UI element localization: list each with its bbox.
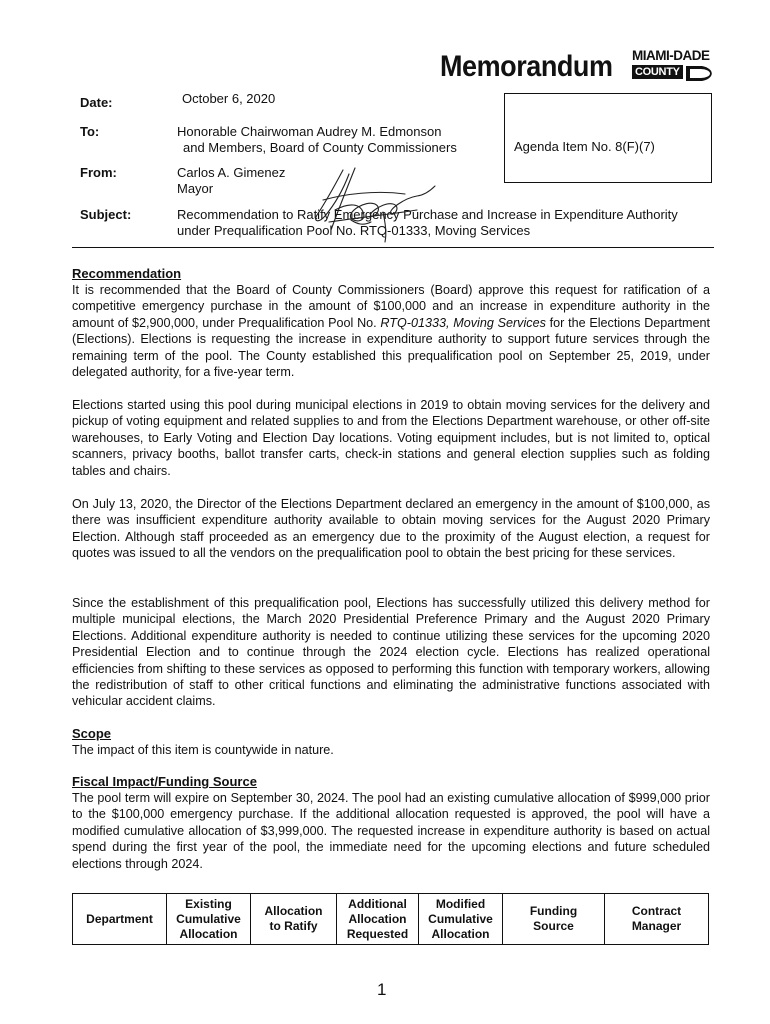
table-header-line: Department [86, 911, 153, 926]
recommendation-paragraph-3: On July 13, 2020, the Director of the Elections Department declared an emergency in the amount of $100,000, as there was insufficient expenditure authority available to obtain moving services for the August 2020 Primary Election. Although staff proceeded as an emergency due to the proximity of the August election, a request for quotes was issued to all the vendors on the prequalification pool to obtain the best pricing for these services. [72, 497, 710, 561]
table-header-cell [337, 894, 419, 945]
table-header-line: Allocation [431, 926, 490, 941]
memorandum-title: Memorandum [440, 50, 613, 83]
recommendation-paragraph-1 [72, 282, 710, 380]
table-header-line: Existing [185, 896, 232, 911]
table-header-cell [167, 894, 251, 945]
recommendation-paragraph-4: Since the establishment of this prequalification pool, Elections has successfully utilized this delivery method for multiple municipal elections, the March 2020 Presidential Preference Primary and the August 2020 Primary Elections. Additional expenditure authority is needed to continue utilizing these services for the upcoming 2020 Presidential Election and to continue through the 2024 election cycle. Elections has realized operational efficiencies from shifting to these services as opposed to performing this function with temporary workers, allowing the redistribution of staff to other critical functions and eliminating the administrative functions associated with vehicular accident claims. [72, 596, 710, 709]
table-header-cell [73, 894, 167, 945]
fiscal-impact-heading: Fiscal Impact/Funding Source [72, 774, 257, 789]
miami-dade-county-logo [632, 48, 722, 88]
from-line2: Mayor [177, 181, 214, 196]
table-header-cell [605, 894, 709, 945]
table-header-cell [251, 894, 337, 945]
agenda-item-box [504, 93, 712, 183]
table-header-line: Modified [435, 896, 486, 911]
recommendation-heading: Recommendation [72, 266, 182, 281]
table-header-line: Cumulative [176, 911, 241, 926]
recommendation-p1-text-a: It is recommended that the Board of County Commissioners (Board) approve this request for ratification of a competitive emergency purchase in the amount of $100,000 and an increase in expenditure authority in the amount of $2,900,000, under Prequalification Pool No. [72, 283, 710, 330]
table-header-line: Contract [631, 904, 682, 918]
logo-line1: MIAMI-DADE [632, 48, 710, 63]
agenda-item-number: Agenda Item No. 8(F)(7) [514, 139, 655, 154]
table-header-row [73, 894, 709, 945]
table-header-line: Funding [529, 904, 578, 918]
page-number: 1 [377, 980, 387, 999]
table-header-line: to Ratify [269, 919, 318, 933]
to-line2: and Members, Board of County Commissioners [183, 140, 457, 155]
from-label: From: [80, 165, 117, 180]
date-value: October 6, 2020 [182, 91, 276, 106]
scope-paragraph: The impact of this item is countywide in nature. [72, 743, 334, 757]
table-header-line: Requested [346, 926, 409, 941]
to-line1: Honorable Chairwoman Audrey M. Edmonson [177, 124, 442, 139]
header-divider [72, 247, 714, 248]
from-line1: Carlos A. Gimenez [177, 165, 286, 180]
table-header-line: Source [533, 919, 574, 933]
table-header-line: Allocation [179, 926, 238, 941]
county-logo-mark-icon [684, 65, 716, 82]
recommendation-p1-text-b: for the Elections Department (Elections). Elections is requesting the increase in expenditure authority to support future services through the remaining term of the pool. The County established this prequalification pool on September 25, 2019, under delegated authority, for a five-year term. [72, 315, 710, 380]
table-header-cell [419, 894, 503, 945]
table-header-line: Allocation [264, 904, 323, 918]
table-header-cell [503, 894, 605, 945]
table-header-line: Manager [631, 919, 682, 933]
subject-line1: Recommendation to Ratify Emergency Purchase and Increase in Expenditure Authority [177, 207, 678, 222]
mayor-signature-icon [305, 160, 450, 245]
scope-heading: Scope [72, 726, 112, 741]
funding-table [72, 893, 709, 945]
pool-name-italic: RTQ-01333, Moving Services [380, 315, 546, 330]
logo-line2: COUNTY [632, 65, 683, 79]
to-label: To: [80, 124, 100, 139]
table-header-line: Allocation [348, 911, 407, 926]
subject-line2: under Prequalification Pool No. RTQ-01333, Moving Services [177, 223, 531, 238]
date-label: Date: [80, 95, 113, 110]
table-header-line: Cumulative [428, 911, 493, 926]
recommendation-paragraph-2: Elections started using this pool during municipal elections in 2019 to obtain moving services for the delivery and pickup of voting equipment and related supplies to and from the Elections Department warehouse, or other off-site warehouses, to Early Voting and Election Day locations. Voting equipment includes, but is not limited to, optical scanners, privacy booths, ballot transfer carts, check-in stations and general election supplies such as folding tables and chairs. [72, 398, 710, 478]
table-header-line: Additional [348, 896, 407, 911]
fiscal-impact-paragraph: The pool term will expire on September 30, 2024. The pool had an existing cumulative allocation of $999,000 prior to the $100,000 emergency purchase. If the additional allocation requested is approved, the pool will have a modified cumulative allocation of $3,999,000. The requested increase in expenditure authority is based on actual spend during the first year of the pool, the immediate need for the upcoming elections and future scheduled elections through 2024. [72, 791, 710, 871]
subject-label: Subject: [80, 207, 132, 222]
